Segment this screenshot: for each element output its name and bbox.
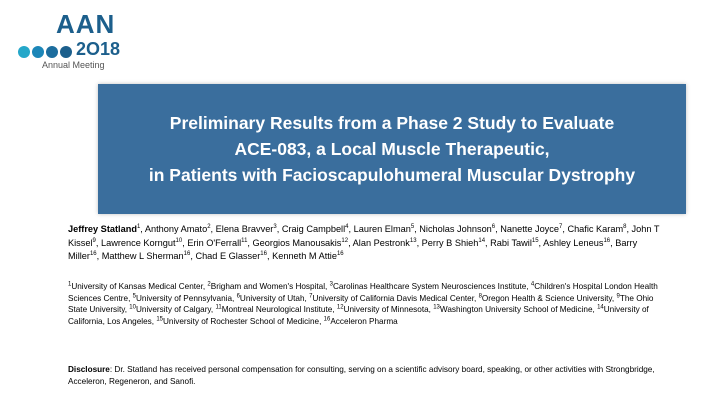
logo-dot (60, 46, 72, 58)
author-name: Anthony Amato (144, 224, 208, 234)
author-name: Chafic Karam (567, 224, 624, 234)
author-entry (419, 224, 500, 234)
affiliation-name: Montreal Neurological Institute (221, 305, 333, 314)
logo-dot (32, 46, 44, 58)
author-name: John T Kissel (68, 224, 660, 248)
author-affiliation-number: 10 (175, 237, 183, 244)
logo-year-o: O (86, 39, 101, 59)
affiliation-entry (133, 294, 237, 303)
affiliation-name: University of California Davis Medical Center (312, 293, 474, 303)
author-separator: , (190, 251, 196, 261)
affiliation-entry (236, 292, 313, 303)
author-name: Rabi Tawil (490, 237, 532, 248)
author-affiliation-number: 1 (136, 223, 141, 230)
author-affiliation-number: 12 (341, 237, 349, 244)
presentation-title: Preliminary Results from a Phase 2 Study to Evaluate ACE-083, a Local Muscle Therapeutic, in Patients with Facioscapulohumeral Muscular Dystrophy (148, 113, 636, 185)
affiliation-name: University of Calgary (135, 305, 211, 314)
author-separator: , (348, 237, 353, 248)
author-separator: , (562, 224, 568, 234)
author-separator: , (210, 224, 216, 234)
disclosure-statement (68, 364, 668, 387)
affiliation-separator: , (210, 305, 216, 314)
logo-year (76, 39, 120, 59)
author-affiliation-number: 14 (478, 237, 486, 244)
affiliation-number: 1 (68, 281, 72, 288)
author-separator: , (626, 224, 632, 234)
affiliation-entry (309, 294, 478, 303)
affiliation-entry (330, 282, 531, 291)
author-entry (101, 238, 187, 248)
author-entry (282, 224, 354, 234)
author-entry (253, 238, 353, 248)
author-entry (354, 224, 420, 234)
author-entry (272, 251, 344, 261)
affiliation-entry (156, 317, 323, 326)
affiliation-separator: , (332, 305, 337, 314)
title-banner (98, 84, 686, 214)
affiliation-entry (324, 317, 398, 326)
author-affiliation-number: 15 (531, 237, 539, 244)
author-affiliation-number: 9 (92, 237, 96, 244)
affiliation-number: 4 (530, 281, 535, 288)
affiliation-number: 5 (132, 292, 136, 299)
author-affiliation-number: 16 (89, 250, 97, 257)
affiliation-separator: , (474, 293, 479, 303)
author-affiliation-number: 5 (410, 223, 415, 230)
author-separator: , (348, 224, 354, 234)
logo-brand: AAN (56, 9, 116, 39)
author-name: Barry Miller (68, 237, 638, 261)
affiliation-entry (207, 282, 329, 291)
author-entry (187, 238, 252, 248)
affiliation-number: 3 (329, 281, 333, 288)
author-entry (490, 238, 543, 248)
author-affiliation-number: 7 (558, 223, 563, 230)
logo-subtitle: Annual Meeting (42, 60, 105, 70)
logo-dot (18, 46, 30, 58)
author-affiliation-number: 16 (336, 250, 344, 257)
author-affiliation-number: 4 (345, 223, 349, 230)
author-separator: , (95, 237, 101, 248)
author-entry (543, 238, 615, 248)
author-separator: , (276, 224, 282, 234)
author-separator: , (416, 237, 422, 248)
affiliation-separator: , (526, 282, 531, 291)
affiliation-entry (68, 282, 207, 291)
author-name: Perry B Shieh (421, 237, 479, 248)
author-name: Matthew L Sherman (101, 251, 184, 261)
affiliation-entry (478, 292, 620, 303)
affiliation-number: 14 (597, 304, 604, 311)
affiliation-name: University of California, Los Angeles (68, 305, 649, 326)
affiliation-number: 12 (336, 304, 344, 311)
affiliation-name: Brigham and Women's Hospital (210, 282, 326, 291)
affiliation-separator: , (611, 293, 617, 303)
author-entry (195, 251, 272, 261)
author-name: Georgios Manousakis (252, 237, 342, 248)
affiliation-number: 11 (215, 304, 222, 311)
author-entry (216, 224, 282, 234)
author-separator: , (495, 224, 501, 234)
author-affiliation-number: 13 (409, 237, 417, 244)
affiliation-entry (337, 305, 433, 314)
affiliation-name: The Ohio State University (68, 293, 654, 314)
affiliation-number: 13 (433, 304, 440, 311)
affiliation-number: 9 (616, 292, 620, 299)
affiliation-list (68, 281, 668, 327)
author-separator: , (266, 251, 273, 261)
author-name: Erin O'Ferrall (187, 237, 242, 248)
author-name: Nicholas Johnson (419, 224, 492, 234)
logo-dot (46, 46, 58, 58)
author-affiliation-number: 2 (207, 223, 211, 230)
affiliation-number: 16 (323, 315, 331, 322)
affiliation-name: Washington University School of Medicine (439, 305, 593, 314)
author-name: Jeffrey Statland (68, 224, 137, 234)
author-name: Lauren Elman (353, 224, 411, 234)
affiliation-number: 6 (236, 292, 240, 299)
author-separator: , (182, 237, 188, 248)
affiliation-name: University of Utah (239, 293, 305, 303)
affiliation-entry (433, 305, 597, 314)
author-list (68, 223, 668, 264)
author-separator: , (247, 237, 253, 248)
author-name: Lawrence Korngut (100, 237, 176, 248)
author-name: Ashley Leneus (543, 237, 604, 248)
affiliation-number: 7 (309, 292, 313, 299)
affiliation-number: 15 (156, 315, 163, 322)
author-name: Craig Campbell (281, 224, 346, 234)
author-separator: , (140, 224, 145, 234)
author-entry (567, 224, 631, 234)
author-affiliation-number: 6 (491, 223, 496, 230)
affiliation-separator: , (232, 293, 237, 303)
affiliation-separator: , (304, 293, 310, 303)
affiliation-separator: , (151, 316, 157, 326)
affiliation-separator: , (128, 293, 133, 303)
affiliation-separator: , (202, 282, 208, 291)
author-name: Kenneth M Attie (272, 251, 337, 261)
aan-2018-logo (14, 10, 124, 70)
affiliation-name: University of Pennsylvania (135, 293, 233, 303)
affiliation-entry (129, 305, 215, 314)
affiliation-separator: , (319, 316, 324, 326)
author-affiliation-number: 16 (603, 237, 611, 244)
author-name: Nanette Joyce (500, 224, 559, 234)
author-entry (353, 238, 422, 248)
affiliation-name: Acceleron Pharma (330, 316, 398, 326)
affiliation-name: University of Minnesota (343, 305, 429, 314)
affiliation-separator: , (124, 305, 130, 314)
disclosure-text: : Dr. Statland has received personal compensation for consulting, serving on a scientific advisory board, speaking, or other activities with Strongbridge, Acceleron, Regeneron, and Sanofi. (68, 365, 655, 386)
author-entry (145, 224, 216, 234)
affiliation-separator: , (325, 282, 330, 291)
affiliation-number: 2 (207, 281, 211, 288)
affiliation-name: Children's Hospital London Health Sciences Centre (68, 282, 658, 303)
affiliation-separator: , (428, 305, 434, 314)
affiliation-name: Oregon Health & Science University (481, 293, 612, 303)
logo-dots (18, 46, 72, 58)
affiliation-separator: , (592, 305, 598, 314)
affiliation-name: University of Kansas Medical Center (71, 282, 203, 291)
author-entry (500, 224, 567, 234)
author-separator: , (414, 224, 420, 234)
affiliation-entry (215, 305, 336, 314)
author-entry (68, 224, 145, 234)
author-entry (422, 238, 490, 248)
author-affiliation-number: 16 (260, 250, 267, 257)
author-affiliation-number: 16 (183, 250, 191, 257)
author-name: Elena Bravver (215, 224, 274, 234)
author-separator: , (610, 237, 616, 248)
affiliation-name: University of Rochester School of Medicine (163, 316, 320, 326)
author-name: Alan Pestronk (352, 237, 410, 248)
author-separator: , (538, 237, 544, 248)
affiliation-name: Carolinas Healthcare System Neurosciences Institute (332, 282, 527, 291)
logo-year-suffix: 18 (100, 39, 121, 59)
affiliation-number: 8 (478, 292, 482, 299)
disclosure-label: Disclosure (68, 365, 110, 374)
author-separator: , (96, 251, 102, 261)
author-entry (102, 251, 196, 261)
author-affiliation-number: 8 (623, 223, 627, 230)
author-affiliation-number: 11 (241, 237, 248, 244)
author-affiliation-number: 3 (273, 223, 277, 230)
affiliation-number: 10 (129, 304, 136, 311)
logo-year-prefix: 2 (76, 39, 87, 59)
author-separator: , (485, 237, 491, 248)
author-name: Chad E Glasser (195, 251, 261, 261)
